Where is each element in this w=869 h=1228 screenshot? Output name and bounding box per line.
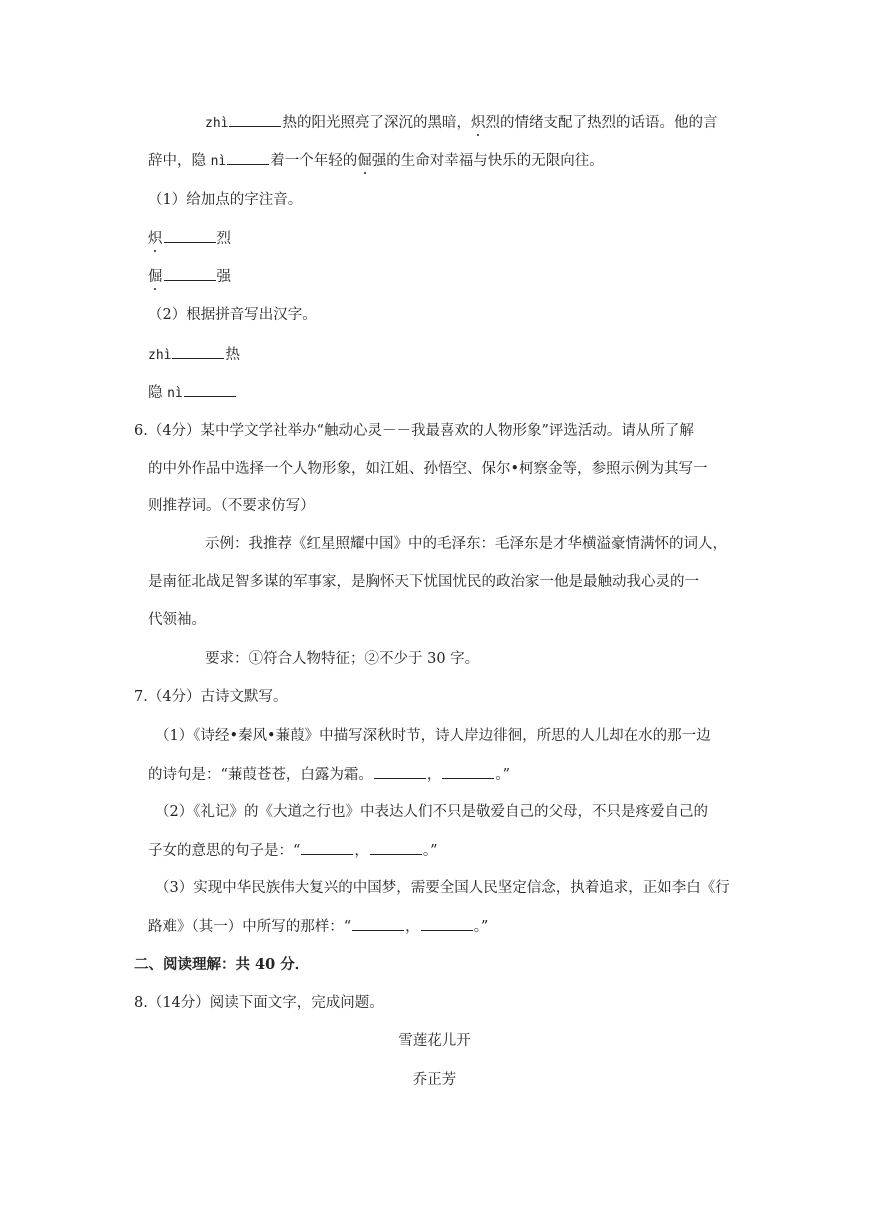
q5-passage-line1: zhì 热的阳光照亮了深沉的黑暗，炽烈的情绪支配了热烈的话语。他的言 xyxy=(205,112,717,134)
q5-sub1-item-a: 炽 烈 xyxy=(148,228,231,249)
q6-requirement: 要求：①符合人物特征；②不少于 30 字。 xyxy=(205,651,480,667)
q7-title: 7.（4分）古诗文默写。 xyxy=(134,689,288,705)
q6-line1: 6.（4分）某中学文学社举办“触动心灵－－我最喜欢的人物形象”评选活动。请从所了解 xyxy=(134,423,694,439)
q5-passage-line2: 辞中，隐 nì 着一个年轻的倔强的生命对幸福与快乐的无限向往。 xyxy=(148,150,604,172)
q7-sub1-line2: 的诗句是：“蒹葭苍苍，白露为霜。 ， 。” xyxy=(148,764,510,785)
answer-blank[interactable] xyxy=(421,916,473,931)
q5-sub1-item-b: 倔 强 xyxy=(148,266,231,287)
q6-example-line2: 是南征北战足智多谋的军事家，是胸怀天下忧国忧民的政治家一他是最触动我心灵的一 xyxy=(148,574,699,590)
q6-line3: 则推荐词。（不要求仿写） xyxy=(148,498,315,514)
answer-blank[interactable] xyxy=(301,840,353,855)
q5-sub2: （2）根据拼音写出汉字。 xyxy=(148,307,317,323)
answer-blank[interactable] xyxy=(442,764,494,779)
answer-blank[interactable] xyxy=(374,764,426,779)
q5-sub2-item-b: 隐 nì xyxy=(148,382,237,404)
answer-blank[interactable] xyxy=(229,112,281,127)
answer-blank[interactable] xyxy=(370,840,422,855)
answer-blank[interactable] xyxy=(227,150,269,165)
q7-sub3-line2: 路难》（其一）中所写的那样：“ ， 。” xyxy=(148,916,488,937)
q7-sub3-line1: （3）实现中华民族伟大复兴的中国梦，需要全国人民坚定信念，执着追求，正如李白《行 xyxy=(155,880,730,896)
answer-blank[interactable] xyxy=(172,344,224,359)
q7-sub2-line1: （2）《礼记》的《大道之行也》中表达人们不只是敬爱自己的父母，不只是疼爱自己的 xyxy=(155,804,708,820)
q8-title: 8.（14分）阅读下面文字，完成问题。 xyxy=(134,995,384,1011)
q6-example-line1: 示例：我推荐《红星照耀中国》中的毛泽东：毛泽东是才华横溢豪情满怀的词人， xyxy=(205,536,727,552)
q7-sub2-line2: 子女的意思的句子是：“ ， 。” xyxy=(148,840,438,861)
answer-blank[interactable] xyxy=(164,228,216,243)
q6-line2: 的中外作品中选择一个人物形象，如江姐、孙悟空、保尔•柯察金等，参照示例为其写一 xyxy=(148,461,708,477)
q5-sub1: （1）给加点的字注音。 xyxy=(148,192,303,208)
article-title: 雪莲花儿开 xyxy=(398,1033,471,1049)
section-heading: 二、阅读理解：共 40 分． xyxy=(134,956,310,973)
answer-blank[interactable] xyxy=(164,266,216,281)
answer-blank[interactable] xyxy=(352,916,404,931)
article-author: 乔正芳 xyxy=(412,1072,457,1088)
q5-sub2-item-a: zhì 热 xyxy=(148,344,240,366)
q6-example-line3: 代领袖。 xyxy=(148,612,206,628)
answer-blank[interactable] xyxy=(184,382,236,397)
q7-sub1-line1: （1）《诗经•秦风•蒹葭》中描写深秋时节，诗人岸边徘徊，所思的人儿却在水的那一边 xyxy=(155,728,711,744)
